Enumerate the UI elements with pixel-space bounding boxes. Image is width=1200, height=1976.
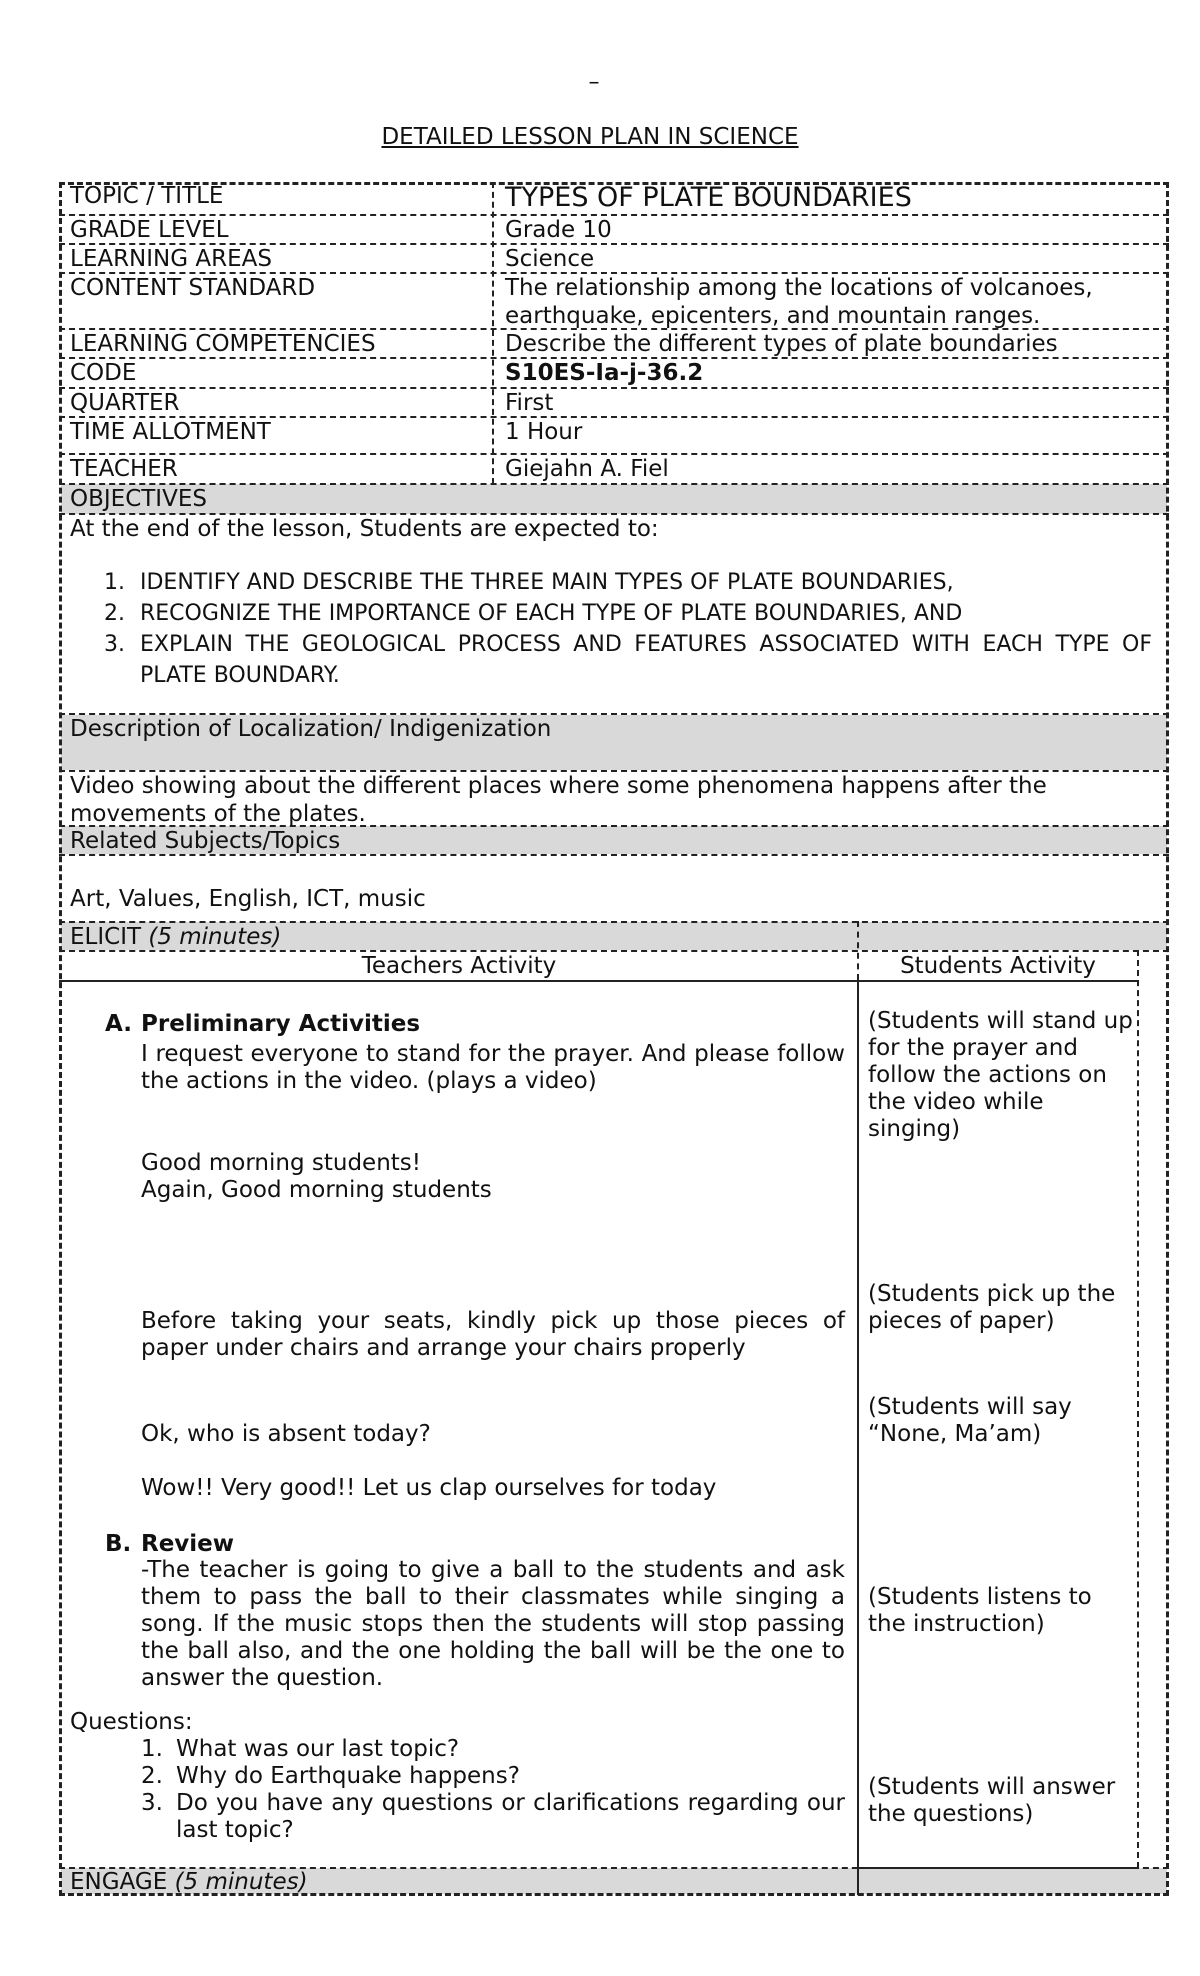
competencies-label: LEARNING COMPETENCIES (70, 331, 376, 357)
localization-heading: Description of Localization/ Indigenization (70, 716, 552, 742)
topic-value: TYPES OF PLATE BOUNDARIES (505, 182, 912, 213)
objective-item: 3. EXPLAIN THE GEOLOGICAL PROCESS AND FEATURES ASSOCIATED WITH EACH TYPE OF PLATE BOUNDARY. (104, 632, 1152, 688)
row-rule (59, 980, 1139, 982)
section-a-title: Preliminary Activities (141, 1011, 421, 1037)
column-rule (492, 182, 494, 484)
quarter-label: QUARTER (70, 390, 180, 416)
objectives-intro: At the end of the lesson, Students are expected to: (70, 516, 659, 542)
code-label: CODE (70, 360, 137, 386)
section-b-letter: B. (105, 1531, 132, 1557)
teacher-label: TEACHER (70, 456, 178, 482)
question-text: Why do Earthquake happens? (176, 1763, 520, 1789)
teacher-greeting-2: Again, Good morning students (141, 1177, 492, 1203)
content-standard-value: The relationship among the locations of volcanoes, earthquake, epicenters, and mountain ranges. (505, 275, 1093, 329)
engage-heading: ENGAGE (5 minutes) (70, 1869, 308, 1895)
teacher-review-instruction: -The teacher is going to give a ball to the students and ask them to pass the ball to their classmates while singing a song. If the music stops then the students will stop passing the ball also, and the one holding the ball will be the one to answer the question. (141, 1557, 845, 1691)
question-text: What was our last topic? (176, 1736, 460, 1762)
header-mark: – (588, 70, 600, 95)
content-standard-label: CONTENT STANDARD (70, 275, 316, 301)
time-allotment-value: 1 Hour (505, 419, 583, 445)
learning-areas-value: Science (505, 246, 595, 272)
section-a-letter: A. (105, 1011, 132, 1037)
topic-label: TOPIC / TITLE (70, 183, 224, 209)
time-allotment-label: TIME ALLOTMENT (70, 419, 271, 445)
teacher-clap: Wow!! Very good!! Let us clap ourselves for today (141, 1475, 717, 1501)
questions-label: Questions: (70, 1709, 193, 1735)
column-rule (857, 980, 859, 1895)
student-attendance-response: (Students will say “None, Ma’am) (868, 1394, 1072, 1447)
teachers-activity-header: Teachers Activity (361, 953, 557, 979)
question-number: 1. (141, 1736, 163, 1762)
grade-level-label: GRADE LEVEL (70, 217, 229, 243)
column-rule (1137, 950, 1139, 1868)
teacher-attendance: Ok, who is absent today? (141, 1421, 431, 1447)
grade-level-value: Grade 10 (505, 217, 612, 243)
row-rule (59, 387, 1169, 389)
section-b-title: Review (141, 1531, 235, 1557)
question-text: Do you have any questions or clarifications regarding our last topic? (176, 1790, 845, 1843)
objectives-list (104, 567, 1152, 691)
student-answer-response: (Students will answer the questions) (868, 1774, 1116, 1827)
teacher-greeting-1: Good morning students! (141, 1150, 421, 1176)
document-title: DETAILED LESSON PLAN IN SCIENCE (381, 124, 799, 150)
localization-text: Video showing about the different places where some phenomena happens after the movements of the plates. (70, 773, 1047, 827)
question-number: 3. (141, 1790, 163, 1816)
objective-item: 2. RECOGNIZE THE IMPORTANCE OF EACH TYPE OF PLATE BOUNDARIES, AND (104, 601, 963, 626)
related-heading: Related Subjects/Topics (70, 828, 341, 854)
student-paper-response: (Students pick up the pieces of paper) (868, 1281, 1116, 1334)
elicit-heading: ELICIT (5 minutes) (70, 924, 282, 950)
competencies-value: Describe the different types of plate boundaries (505, 331, 1058, 357)
student-prayer-response: (Students will stand up for the prayer and follow the actions on the video while singing) (868, 1008, 1133, 1142)
teacher-value: Giejahn A. Fiel (505, 456, 669, 482)
objectives-heading: OBJECTIVES (70, 486, 207, 512)
code-value: S10ES-Ia-j-36.2 (505, 360, 704, 386)
quarter-value: First (505, 390, 554, 416)
learning-areas-label: LEARNING AREAS (70, 246, 272, 272)
student-listen-response: (Students listens to the instruction) (868, 1584, 1092, 1637)
related-text: Art, Values, English, ICT, music (70, 886, 426, 912)
row-rule (59, 483, 1169, 485)
teacher-paper-instruction: Before taking your seats, kindly pick up those pieces of paper under chairs and arrange your chairs properly (141, 1308, 845, 1361)
teacher-prayer-instruction: I request everyone to stand for the prayer. And please follow the actions in the video. (plays a video) (141, 1041, 845, 1094)
objective-item: 1. IDENTIFY AND DESCRIBE THE THREE MAIN TYPES OF PLATE BOUNDARIES, (104, 570, 954, 595)
students-activity-header: Students Activity (900, 953, 1096, 979)
question-number: 2. (141, 1763, 163, 1789)
